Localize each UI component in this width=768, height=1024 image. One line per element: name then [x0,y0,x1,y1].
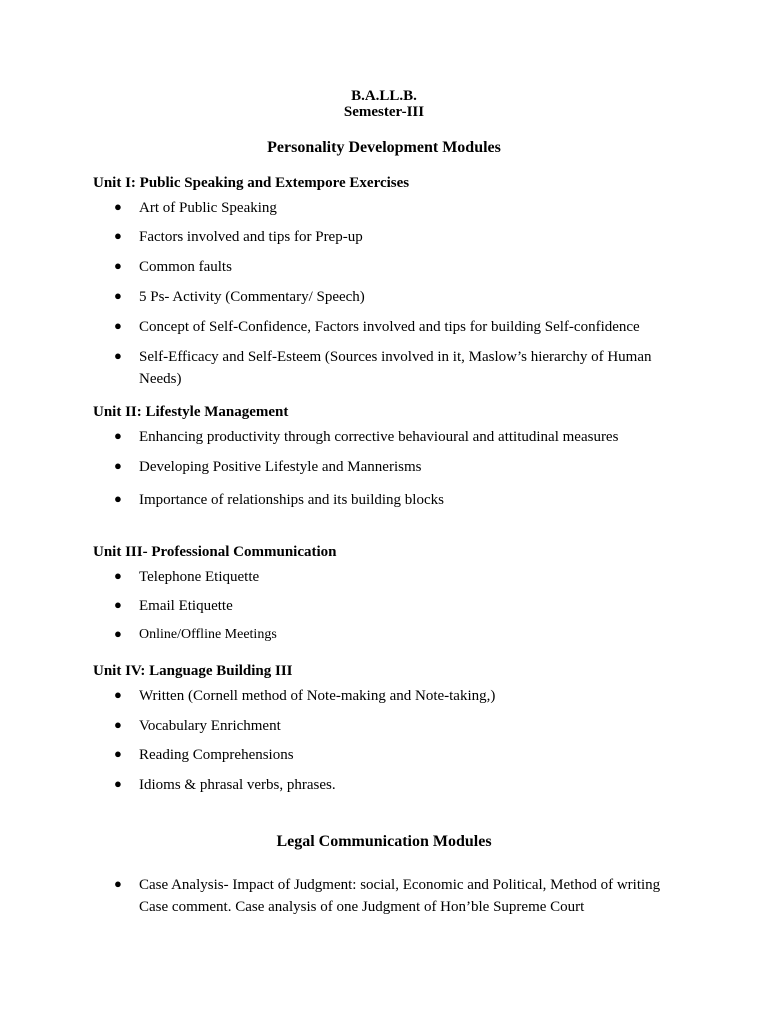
unit-heading-1: Unit I: Public Speaking and Extempore Exercises [93,175,410,191]
bullet-icon: ● [114,876,122,891]
list-item-text: Enhancing productivity through corrective behavioural and attitudinal measures [139,429,619,445]
bullet-icon: ● [114,228,122,243]
bullet-icon: ● [114,568,122,583]
list-item-text: Art of Public Speaking [139,200,277,216]
bullet-icon: ● [114,318,122,333]
module-title: Personality Development Modules [267,139,501,156]
bullet-icon: ● [114,458,122,473]
list-item-text: 5 Ps- Activity (Commentary/ Speech) [139,289,365,305]
list-item-text: Vocabulary Enrichment [139,718,281,734]
list-item-text: Importance of relationships and its building blocks [139,492,444,508]
bullet-icon: ● [114,199,122,214]
bullet-icon: ● [114,687,122,702]
bullet-icon: ● [114,428,122,443]
unit-heading-2: Unit II: Lifestyle Management [93,404,289,420]
list-item-text: Reading Comprehensions [139,747,294,763]
list-item-text: Self-Efficacy and Self-Esteem (Sources involved in it, Maslow’s hierarchy of Human Needs) [139,349,652,387]
bullet-icon: ● [114,491,122,506]
legal-module-title: Legal Communication Modules [276,833,492,850]
list-item-text: Case Analysis- Impact of Judgment: social, Economic and Political, Method of writing Case comment. Case analysis of one Judgment of Hon’ble Supreme Court [139,877,661,915]
bullet-icon: ● [114,776,122,791]
bullet-icon: ● [114,348,122,363]
list-item-text: Telephone Etiquette [139,569,260,585]
unit-heading-4: Unit IV: Language Building III [93,663,293,679]
list-item-text: Factors involved and tips for Prep-up [139,229,363,245]
bullet-icon: ● [114,258,122,273]
bullet-icon: ● [114,597,122,612]
program-title: B.A.LL.B. [351,88,417,104]
list-item-text: Idioms & phrasal verbs, phrases. [139,777,336,793]
bullet-icon: ● [114,626,122,641]
list-item-text: Online/Offline Meetings [139,627,277,642]
bullet-icon: ● [114,746,122,761]
list-item-text: Common faults [139,259,232,275]
list-item-text: Developing Positive Lifestyle and Mannerisms [139,459,422,475]
semester-title: Semester-III [343,104,425,120]
list-item-text: Concept of Self-Confidence, Factors involved and tips for building Self-confidence [139,319,640,335]
list-item-text: Written (Cornell method of Note-making and Note-taking,) [139,688,496,704]
bullet-icon: ● [114,717,122,732]
unit-heading-3: Unit III- Professional Communication [93,544,337,560]
bullet-icon: ● [114,288,122,303]
list-item-text: Email Etiquette [139,598,233,614]
